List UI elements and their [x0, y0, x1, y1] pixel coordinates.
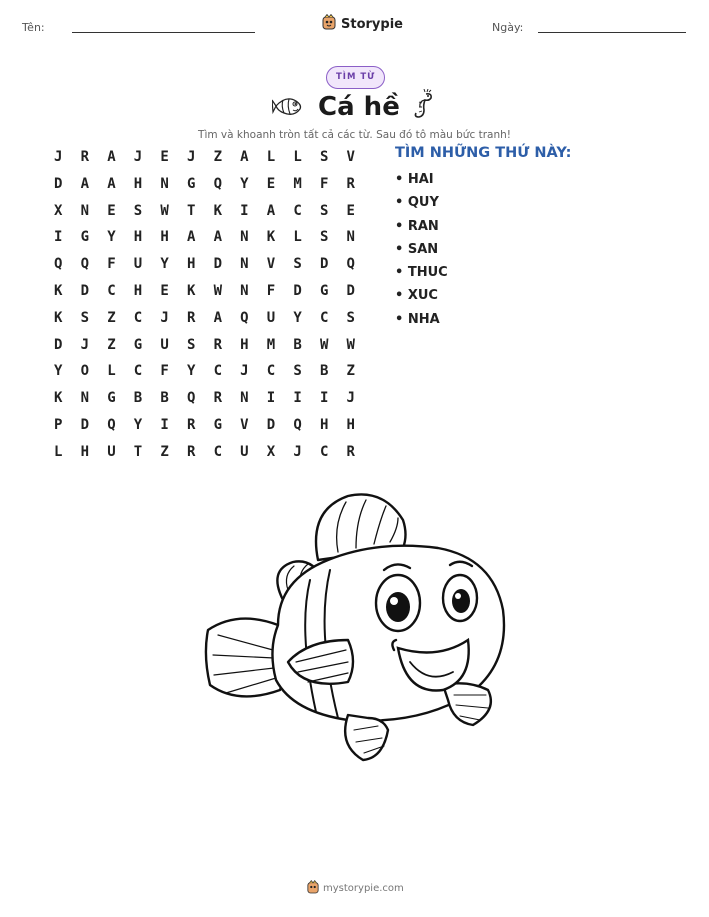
grid-letter[interactable]: N	[240, 282, 249, 299]
grid-letter[interactable]: R	[346, 443, 355, 460]
fish-icon	[272, 93, 304, 123]
grid-letter[interactable]: K	[213, 202, 222, 219]
grid-letter[interactable]: Y	[107, 229, 116, 246]
storypie-logo-icon	[322, 14, 336, 34]
grid-letter[interactable]: G	[80, 229, 90, 246]
grid-letter[interactable]: A	[107, 175, 116, 192]
clownfish-coloring-illustration	[198, 490, 508, 774]
grid-letter[interactable]: Q	[213, 175, 222, 192]
grid-letter[interactable]: C	[213, 363, 222, 380]
page-title: Cá hề	[318, 92, 400, 122]
grid-letter[interactable]: X	[54, 202, 63, 219]
date-field[interactable]	[538, 32, 686, 33]
grid-letter[interactable]: H	[133, 175, 143, 192]
word-list-item: • XUC	[395, 288, 438, 304]
grid-letter[interactable]: U	[107, 443, 116, 460]
grid-letter[interactable]: C	[319, 309, 329, 326]
grid-letter[interactable]: A	[186, 229, 196, 246]
grid-letter[interactable]: I	[54, 229, 63, 246]
grid-letter[interactable]: R	[186, 443, 196, 460]
grid-letter[interactable]: E	[266, 175, 276, 192]
grid-letter[interactable]: H	[80, 443, 90, 460]
grid-letter[interactable]: G	[107, 390, 116, 407]
grid-letter[interactable]: Y	[160, 256, 169, 273]
date-label: Ngày:	[492, 21, 524, 34]
grid-letter[interactable]: N	[80, 202, 90, 219]
grid-letter[interactable]: D	[213, 256, 222, 273]
word-list-item: • HAI	[395, 172, 434, 187]
grid-letter[interactable]: J	[54, 149, 63, 165]
grid-letter[interactable]: L	[107, 363, 116, 380]
grid-letter[interactable]: N	[240, 390, 249, 407]
grid-letter[interactable]: Q	[54, 256, 63, 273]
activity-badge: TÌM TỪ	[326, 66, 385, 89]
grid-letter[interactable]: N	[346, 229, 355, 246]
grid-letter[interactable]: G	[186, 175, 196, 192]
footer	[307, 880, 404, 897]
grid-letter[interactable]: H	[319, 416, 329, 433]
grid-letter[interactable]: L	[54, 443, 63, 460]
grid-letter[interactable]: L	[266, 149, 276, 165]
seahorse-icon	[410, 89, 436, 125]
word-list-item: • THUC	[395, 265, 448, 281]
grid-letter[interactable]: I	[319, 390, 329, 407]
grid-letter[interactable]: F	[160, 363, 169, 380]
grid-letter[interactable]: K	[266, 229, 276, 246]
grid-letter[interactable]: A	[240, 149, 249, 165]
grid-letter[interactable]: N	[160, 175, 169, 192]
grid-letter[interactable]: W	[213, 282, 222, 299]
grid-letter[interactable]: H	[160, 229, 169, 246]
grid-letter[interactable]: M	[266, 336, 276, 353]
grid-letter[interactable]: U	[133, 256, 143, 273]
grid-letter[interactable]: H	[133, 282, 143, 299]
grid-letter[interactable]: K	[54, 282, 63, 299]
grid-letter[interactable]: J	[80, 336, 90, 353]
grid-letter[interactable]: S	[293, 363, 302, 380]
grid-letter[interactable]: D	[346, 282, 355, 299]
grid-letter[interactable]: E	[346, 202, 355, 219]
storypie-logo-icon	[307, 880, 319, 897]
grid-letter[interactable]: D	[319, 256, 329, 273]
brand-logo	[322, 14, 403, 34]
name-field[interactable]	[72, 32, 255, 33]
grid-letter[interactable]: Q	[186, 390, 196, 407]
grid-letter[interactable]: Z	[213, 149, 222, 165]
grid-letter[interactable]: A	[213, 309, 222, 326]
grid-letter[interactable]: G	[213, 416, 222, 433]
grid-letter[interactable]: Q	[80, 256, 90, 273]
grid-letter[interactable]: W	[160, 202, 169, 219]
grid-letter[interactable]: O	[80, 363, 90, 380]
grid-letter[interactable]: K	[186, 282, 196, 299]
grid-letter[interactable]: S	[319, 149, 329, 165]
grid-letter[interactable]: F	[107, 256, 116, 273]
grid-letter[interactable]: Z	[107, 336, 116, 353]
word-list-item: • SAN	[395, 241, 439, 257]
grid-letter[interactable]: C	[319, 443, 329, 460]
instructions: Tìm và khoanh tròn tất cả các từ. Sau đó tô màu bức tranh!	[198, 129, 511, 141]
grid-letter[interactable]: H	[133, 229, 143, 246]
grid-letter[interactable]: Y	[240, 175, 249, 192]
grid-letter[interactable]: X	[266, 443, 276, 460]
grid-letter[interactable]: V	[240, 416, 249, 433]
grid-letter[interactable]: A	[80, 175, 90, 192]
grid-letter[interactable]: Q	[346, 256, 355, 273]
grid-letter[interactable]: I	[160, 416, 169, 433]
grid-letter[interactable]: A	[213, 229, 222, 246]
grid-letter[interactable]: G	[319, 282, 329, 299]
grid-letter[interactable]: D	[54, 175, 63, 192]
grid-letter[interactable]: J	[160, 309, 169, 326]
grid-letter[interactable]: Y	[293, 309, 302, 326]
grid-letter[interactable]: B	[293, 336, 302, 353]
footer-url[interactable]: mystorypie.com	[323, 883, 404, 894]
word-list-item: • NHA	[395, 311, 440, 327]
grid-letter[interactable]: V	[266, 256, 276, 273]
grid-letter[interactable]: E	[160, 282, 169, 299]
grid-letter[interactable]: C	[133, 309, 143, 326]
word-list-item: • QUY	[395, 195, 439, 211]
grid-letter[interactable]: N	[240, 229, 249, 246]
grid-letter[interactable]: E	[160, 149, 169, 165]
grid-letter[interactable]: Q	[107, 416, 116, 433]
grid-letter[interactable]: R	[213, 390, 222, 407]
grid-letter[interactable]: C	[213, 443, 222, 460]
grid-letter[interactable]: Y	[186, 363, 196, 380]
grid-letter[interactable]: L	[293, 149, 302, 165]
grid-letter[interactable]: D	[293, 282, 302, 299]
word-list-heading: TÌM NHỮNG THỨ NÀY:	[395, 145, 572, 161]
grid-letter[interactable]: L	[293, 229, 302, 246]
grid-letter[interactable]: J	[293, 443, 302, 460]
grid-letter[interactable]: S	[186, 336, 196, 353]
grid-letter[interactable]: R	[186, 309, 196, 326]
grid-letter[interactable]: K	[54, 390, 63, 407]
grid-letter[interactable]: H	[186, 256, 196, 273]
grid-letter[interactable]: R	[80, 149, 90, 165]
grid-letter[interactable]: H	[240, 336, 249, 353]
grid-letter[interactable]: A	[107, 149, 116, 165]
grid-letter[interactable]: N	[240, 256, 249, 273]
grid-letter[interactable]: S	[319, 202, 329, 219]
grid-letter[interactable]: C	[293, 202, 302, 219]
grid-letter[interactable]: D	[266, 416, 276, 433]
grid-letter[interactable]: S	[346, 309, 355, 326]
grid-letter[interactable]: H	[346, 416, 355, 433]
grid-letter[interactable]: S	[80, 309, 90, 326]
grid-letter[interactable]: I	[240, 202, 249, 219]
grid-letter[interactable]: N	[80, 390, 90, 407]
grid-letter[interactable]: J	[186, 149, 196, 165]
grid-letter[interactable]: R	[213, 336, 222, 353]
grid-letter[interactable]: S	[319, 229, 329, 246]
grid-letter[interactable]: P	[54, 416, 63, 433]
grid-letter[interactable]: I	[293, 390, 302, 407]
grid-letter[interactable]: K	[54, 309, 63, 326]
grid-letter[interactable]: V	[346, 149, 355, 165]
grid-letter[interactable]: R	[186, 416, 196, 433]
grid-letter[interactable]: D	[54, 336, 63, 353]
grid-letter[interactable]: M	[293, 175, 302, 192]
grid-letter[interactable]: C	[133, 363, 143, 380]
grid-letter[interactable]: U	[266, 309, 276, 326]
grid-letter[interactable]: I	[266, 390, 276, 407]
grid-letter[interactable]: A	[266, 202, 276, 219]
grid-letter[interactable]: S	[293, 256, 302, 273]
grid-letter[interactable]: Q	[293, 416, 302, 433]
name-label: Tên:	[22, 21, 45, 34]
grid-letter[interactable]: U	[160, 336, 169, 353]
grid-letter[interactable]: Q	[240, 309, 249, 326]
grid-letter[interactable]: R	[346, 175, 355, 192]
grid-letter[interactable]: D	[80, 416, 90, 433]
brand-name: Storypie	[341, 16, 403, 32]
grid-letter[interactable]: Z	[107, 309, 116, 326]
word-list-item: • RAN	[395, 218, 439, 234]
grid-letter[interactable]: J	[240, 363, 249, 380]
word-search-grid	[54, 148, 373, 470]
grid-letter[interactable]: F	[319, 175, 329, 192]
grid-letter[interactable]: J	[346, 390, 355, 407]
grid-letter[interactable]: W	[346, 336, 355, 353]
grid-letter[interactable]: J	[133, 149, 143, 165]
grid-letter[interactable]: G	[133, 336, 143, 353]
grid-letter[interactable]: Y	[133, 416, 143, 433]
grid-letter[interactable]: Z	[160, 443, 169, 460]
grid-letter[interactable]: B	[133, 390, 143, 407]
grid-letter[interactable]: C	[266, 363, 276, 380]
grid-letter[interactable]: T	[186, 202, 196, 219]
grid-letter[interactable]: Z	[346, 363, 355, 380]
grid-letter[interactable]: D	[80, 282, 90, 299]
word-list	[395, 172, 448, 335]
grid-letter[interactable]: E	[107, 202, 116, 219]
grid-letter[interactable]: F	[266, 282, 276, 299]
grid-letter[interactable]: C	[107, 282, 116, 299]
grid-letter[interactable]: W	[319, 336, 329, 353]
grid-letter[interactable]: U	[240, 443, 249, 460]
grid-letter[interactable]: T	[133, 443, 143, 460]
grid-letter[interactable]: B	[319, 363, 329, 380]
grid-letter[interactable]: S	[133, 202, 143, 219]
grid-letter[interactable]: B	[160, 390, 169, 407]
grid-letter[interactable]: Y	[54, 363, 63, 380]
